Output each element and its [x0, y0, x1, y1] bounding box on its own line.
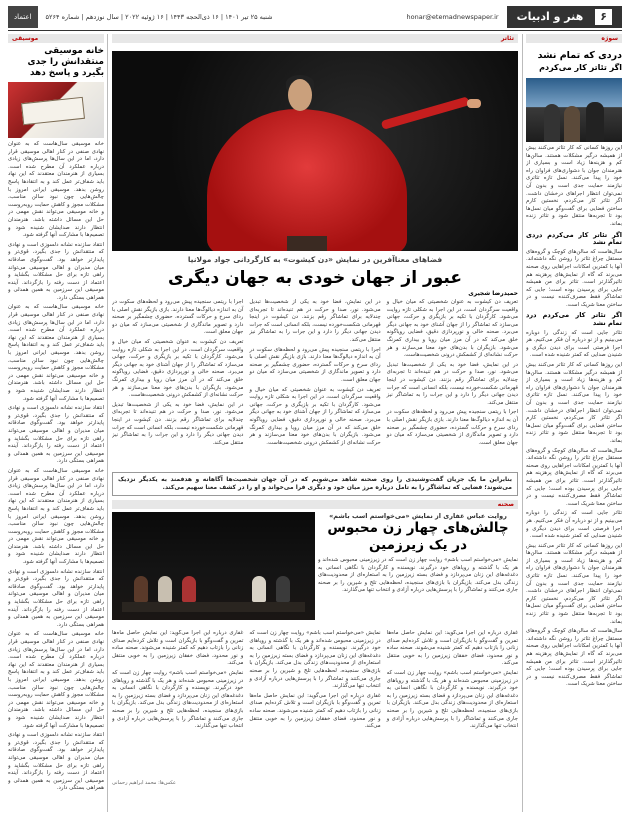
column-divider: [107, 34, 108, 812]
column-body: خانه موسیقی سال‌هاست که به عنوان نهادی صنفی در کنار اهالی موسیقی قرار دارد، اما در این سال‌ها پرسش‌های زیادی درباره عملکرد آن مطرح شده است. بسیاری از هنرمندان معتقدند که این نهاد باید شفاف‌تر عمل کند و به انتقادها پاسخ روشن بدهد. موسیقی ایرانی امروز با چالش‌هایی چون نبود سالن مناسب، مشکلات مجوز و کاهش حمایت روبه‌روست و خانه موسیقی می‌تواند نقش مهمی در حل این مسائل داشته باشد. هنرمندان انتظار دارند صدایشان شنیده شود و تصمیم‌ها با مشارکت آنها گرفته شود. انتقاد سازنده نشانه دلسوزی است و نهادی که منتقدانش را جدی بگیرد، قوی‌تر و پایدارتر خواهد بود. گفت‌وگوی صادقانه میان مدیران و اهالی موسیقی می‌تواند راهی تازه برای حل مشکلات بگشاید و اعتماد از دست رفته را بازگرداند. آینده موسیقی این سرزمین به همین همدلی و همراهی بستگی دارد. خانه موسیقی سال‌هاست که به عنوان نهادی صنفی در کنار اهالی موسیقی قرار دارد، اما در این سال‌ها پرسش‌های زیادی درباره عملکرد آن مطرح شده است. بسیاری از هنرمندان معتقدند که این نهاد باید شفاف‌تر عمل کند و به انتقادها پاسخ روشن بدهد. موسیقی ایرانی امروز با چالش‌هایی چون نبود سالن مناسب، مشکلات مجوز و کاهش حمایت روبه‌روست و خانه موسیقی می‌تواند نقش مهمی در حل این مسائل داشته باشد. هنرمندان انتظار دارند صدایشان شنیده شود و تصمیم‌ها با مشارکت آنها گرفته شود. انتقاد سازنده نشانه دلسوزی است و نهادی که منتقدانش را جدی بگیرد، قوی‌تر و پایدارتر خواهد بود. گفت‌وگوی صادقانه میان مدیران و اهالی موسیقی می‌تواند راهی تازه برای حل مشکلات بگشاید و اعتماد از دست رفته را بازگرداند. آینده موسیقی این سرزمین به همین همدلی و همراهی بستگی دارد. خانه موسیقی سال‌هاست که به عنوان نهادی صنفی در کنار اهالی موسیقی قرار دارد، اما در این سال‌ها پرسش‌های زیادی درباره عملکرد آن مطرح شده است. بسیاری از هنرمندان معتقدند که این نهاد باید شفاف‌تر عمل کند و به انتقادها پاسخ روشن بدهد. موسیقی ایرانی امروز با چالش‌هایی چون نبود سالن مناسب، مشکلات مجوز و کاهش حمایت روبه‌روست و خانه موسیقی می‌تواند نقش مهمی در حل این مسائل داشته باشد. هنرمندان انتظار دارند صدایشان شنیده شود و تصمیم‌ها با مشارکت آنها گرفته شود. انتقاد سازنده نشانه دلسوزی است و نهادی که منتقدانش را جدی بگیرد، قوی‌تر و پایدارتر خواهد بود. گفت‌وگوی صادقانه میان مدیران و اهالی موسیقی می‌تواند راهی تازه برای حل مشکلات بگشاید و اعتماد از دست رفته را بازگرداند. آینده موسیقی این سرزمین به همین همدلی و همراهی بستگی دارد. خانه موسیقی سال‌هاست که به عنوان نهادی صنفی در کنار اهالی موسیقی قرار دارد، اما در این سال‌ها پرسش‌های زیادی درباره عملکرد آن مطرح شده است. بسیاری از هنرمندان معتقدند که این نهاد باید شفاف‌تر عمل کند و به انتقادها پاسخ روشن بدهد. موسیقی ایرانی امروز با چالش‌هایی چون نبود سالن مناسب، مشکلات مجوز و کاهش حمایت روبه‌روست و خانه موسیقی می‌تواند نقش مهمی در حل این مسائل داشته باشد. هنرمندان انتظار دارند صدایشان شنیده شود و تصمیم‌ها با مشارکت آنها گرفته شود. انتقاد سازنده نشانه دلسوزی است و نهادی که منتقدانش را جدی بگیرد، قوی‌تر و پایدارتر خواهد بود. گفت‌وگوی صادقانه میان مدیران و اهالی موسیقی می‌تواند راهی تازه برای حل مشکلات بگشاید و اعتماد از دست رفته را بازگرداند. آینده موسیقی این سرزمین به همین همدلی و همراهی بستگی دارد.: [8, 141, 104, 792]
main-photo: [112, 51, 518, 251]
article2-body-col-1: غفاری درباره این اجرا می‌گوید: این نمایش حاصل ماه‌ها تمرین و گفت‌وگو با بازیگران است و تلاش کرده‌ایم صدای زنانی را بازتاب دهیم که کمتر شنیده می‌شوند. صحنه ساده و نور محدود، فضای خفقان زیرزمین را به خوبی منتقل می‌کند. نمایش «می‌خواستم اسب باشم» روایت چهار زن است که در زیرزمینی محبوس شده‌اند و هر یک با گذشته و رویاهای خود درگیرند. نویسنده و کارگردان با نگاهی انسانی به دغدغه‌های این زنان می‌پردازد و فضای بسته زیرزمین را به استعاره‌ای از محدودیت‌های زندگی بدل می‌کند. بازیگران با بازی‌های سنجیده، لحظه‌هایی تلخ و شیرین را بر صحنه جاری می‌کنند و تماشاگر را با پرسش‌هایی درباره آزادی و انتخاب تنها می‌گذارند.: [386, 630, 518, 730]
stage-photo: [112, 512, 315, 620]
column-photo: [8, 82, 104, 138]
header-rule: [8, 30, 622, 31]
column-photo: [526, 78, 622, 142]
article2-kicker: روایت عباس غفاری از نمایش «می‌خواستم اسب باشم»: [329, 512, 507, 520]
article-body-col-3: اجرا با ریتمی سنجیده پیش می‌رود و لحظه‌های سکوت در آن به اندازه دیالوگ‌ها معنا دارند. بازی بازیگر نقش اصلی با ردای سرخ و حرکات گسترده، حضوری چشمگیر بر صحنه دارد و تصویر ماندگاری از شخصیتی می‌سازد که میان دو جهان معلق است. تعریف دن کیشوت به عنوان شخصیتی که میان خیال و واقعیت سرگردان است، در این اجرا به شکلی تازه روایت می‌شود. کارگردان با تکیه بر بازیگری و حرکت، جهانی می‌سازد که تماشاگر را از جهان آشنای خود به جهانی دیگر می‌برد. صحنه خالی و نورپردازی دقیق، فضایی رویاگونه خلق می‌کند که در آن مرز میان رویا و بیداری کمرنگ می‌شود. بازیگران با بدن‌های خود معنا می‌سازند و هر حرکت نشانه‌ای از کشمکش درونی شخصیت‌هاست. در این نمایش، فضا خود به یکی از شخصیت‌ها تبدیل می‌شود. نور، صدا و حرکت در هم تنیده‌اند تا تجربه‌ای چندلایه برای تماشاگر رقم بزنند. دن کیشوت در اینجا قهرمانی شکست‌خورده نیست، بلکه انسانی است که جرات دیدن جهانی دیگر را دارد و این جرات را به تماشاگر نیز منتقل می‌کند.: [112, 299, 244, 446]
paper-logo: اعتماد: [8, 6, 38, 28]
article-headline: عبور از جهان خودی به جهان دیگری: [168, 268, 462, 288]
page-header: [8, 6, 622, 28]
article2-headline: چالش‌های چهار زن محبوس در یک زیرزمین: [327, 520, 509, 553]
column-label: سوژه: [526, 34, 622, 43]
column-headline: دردی که تمام نشد اگر تئاتر کار می‌کردم: [537, 50, 622, 72]
center-label: تئاتر: [112, 34, 518, 43]
section-title: هنر و ادبیات: [516, 10, 584, 23]
section-email[interactable]: honar@etemadnewspaper.ir: [406, 13, 499, 21]
photo-credit: عکس‌ها: محمد ابراهیم رحمانی: [112, 780, 177, 786]
section-tab: [507, 6, 622, 28]
center-column: [112, 34, 518, 812]
left-column: [8, 34, 104, 812]
column-body: این روزها کسانی که کار تئاتر می‌کنند بیش از همیشه درگیر مشکلات هستند. سالن‌ها کم و هزینه‌ها زیاد است و بسیاری از هنرمندان جوان با دشواری‌های فراوان راه خود را پیدا می‌کنند. نسل تازه تئاتری نیازمند حمایت جدی است و بدون آن نمی‌توان انتظار اجراهای درخشان داشت. اگر تئاتر کار می‌کردم، نخستین کارم ساختن فضایی برای گفت‌وگو میان نسل‌ها بود تا تجربه‌ها منتقل شود و تئاتر زنده بماند. اگر تئاتر کار می‌کردم دردی تمام نشد سال‌هاست که سالن‌های کوچک و گروه‌های مستقل چراغ تئاتر را روشن نگه داشته‌اند. آنها با کمترین امکانات اجراهایی روی صحنه می‌برند که گاه از نمایش‌های پرهزینه هم تاثیرگذارتر است. تئاتر برای من همیشه جایی برای پرسیدن بوده است؛ جایی که تماشاگر فقط مصرف‌کننده نیست و در ساختن معنا شریک است. اگر تئاتر کار می‌کردم درد تمام نشد تئاتر جایی است که زندگی را دوباره می‌بینیم و از نو درباره آن فکر می‌کنیم. هر اجرا فرصتی است برای دیدن دیگری و شنیدن صدایی که کمتر شنیده شده است. این روزها کسانی که کار تئاتر می‌کنند بیش از همیشه درگیر مشکلات هستند. سالن‌ها کم و هزینه‌ها زیاد است و بسیاری از هنرمندان جوان با دشواری‌های فراوان راه خود را پیدا می‌کنند. نسل تازه تئاتری نیازمند حمایت جدی است و بدون آن نمی‌توان انتظار اجراهای درخشان داشت. اگر تئاتر کار می‌کردم، نخستین کارم ساختن فضایی برای گفت‌وگو میان نسل‌ها بود تا تجربه‌ها منتقل شود و تئاتر زنده بماند. سال‌هاست که سالن‌های کوچک و گروه‌های مستقل چراغ تئاتر را روشن نگه داشته‌اند. آنها با کمترین امکانات اجراهایی روی صحنه می‌برند که گاه از نمایش‌های پرهزینه هم تاثیرگذارتر است. تئاتر برای من همیشه جایی برای پرسیدن بوده است؛ جایی که تماشاگر فقط مصرف‌کننده نیست و در ساختن معنا شریک است. تئاتر جایی است که زندگی را دوباره می‌بینیم و از نو درباره آن فکر می‌کنیم. هر اجرا فرصتی است برای دیدن دیگری و شنیدن صدایی که کمتر شنیده شده است. این روزها کسانی که کار تئاتر می‌کنند بیش از همیشه درگیر مشکلات هستند. سالن‌ها کم و هزینه‌ها زیاد است و بسیاری از هنرمندان جوان با دشواری‌های فراوان راه خود را پیدا می‌کنند. نسل تازه تئاتری نیازمند حمایت جدی است و بدون آن نمی‌توان انتظار اجراهای درخشان داشت. اگر تئاتر کار می‌کردم، نخستین کارم ساختن فضایی برای گفت‌وگو میان نسل‌ها بود تا تجربه‌ها منتقل شود و تئاتر زنده بماند. سال‌هاست که سالن‌های کوچک و گروه‌های مستقل چراغ تئاتر را روشن نگه داشته‌اند. آنها با کمترین امکانات اجراهایی روی صحنه می‌برند که گاه از نمایش‌های پرهزینه هم تاثیرگذارتر است. تئاتر برای من همیشه جایی برای پرسیدن بوده است؛ جایی که تماشاگر فقط مصرف‌کننده نیست و در ساختن معنا شریک است.: [526, 145, 622, 688]
article2-lead: نمایش «می‌خواستم اسب باشم» روایت چهار زن است که در زیرزمینی محبوس شده‌اند و هر یک با گذشته و رویاهای خود درگیرند. نویسنده و کارگردان با نگاهی انسانی به دغدغه‌های این زنان می‌پردازد و فضای بسته زیرزمین را به استعاره‌ای از محدودیت‌های زندگی بدل می‌کند. بازیگران با بازی‌های سنجیده، لحظه‌هایی تلخ و شیرین را بر صحنه جاری می‌کنند و تماشاگر را با پرسش‌هایی درباره آزادی و انتخاب تنها می‌گذارند.: [318, 557, 518, 594]
article2-body-col-3: غفاری درباره این اجرا می‌گوید: این نمایش حاصل ماه‌ها تمرین و گفت‌وگو با بازیگران است و تلاش کرده‌ایم صدای زنانی را بازتاب دهیم که کمتر شنیده می‌شوند. صحنه ساده و نور محدود، فضای خفقان زیرزمین را به خوبی منتقل می‌کند. نمایش «می‌خواستم اسب باشم» روایت چهار زن است که در زیرزمینی محبوس شده‌اند و هر یک با گذشته و رویاهای خود درگیرند. نویسنده و کارگردان با نگاهی انسانی به دغدغه‌های این زنان می‌پردازد و فضای بسته زیرزمین را به استعاره‌ای از محدودیت‌های زندگی بدل می‌کند. بازیگران با بازی‌های سنجیده، لحظه‌هایی تلخ و شیرین را بر صحنه جاری می‌کنند و تماشاگر را با پرسش‌هایی درباره آزادی و انتخاب تنها می‌گذارند.: [112, 630, 244, 730]
column-headline: خانه موسیقی منتقدانش را جدی بگیرد و پاسخ دهد: [27, 46, 104, 78]
column-label: موسیقی: [8, 34, 104, 43]
article-kicker: فضاهای معناآفرین در نمایش «دن کیشوت» به کارگردانی جواد مولانیا: [187, 255, 443, 264]
section-bar: صحنه: [112, 500, 518, 509]
article-body-col-2: در این نمایش، فضا خود به یکی از شخصیت‌ها تبدیل می‌شود. نور، صدا و حرکت در هم تنیده‌اند تا تجربه‌ای چندلایه برای تماشاگر رقم بزنند. دن کیشوت در اینجا قهرمانی شکست‌خورده نیست، بلکه انسانی است که جرات دیدن جهانی دیگر را دارد و این جرات را به تماشاگر نیز منتقل می‌کند. اجرا با ریتمی سنجیده پیش می‌رود و لحظه‌های سکوت در آن به اندازه دیالوگ‌ها معنا دارند. بازی بازیگر نقش اصلی با ردای سرخ و حرکات گسترده، حضوری چشمگیر بر صحنه دارد و تصویر ماندگاری از شخصیتی می‌سازد که میان دو جهان معلق است. تعریف دن کیشوت به عنوان شخصیتی که میان خیال و واقعیت سرگردان است، در این اجرا به شکلی تازه روایت می‌شود. کارگردان با تکیه بر بازیگری و حرکت، جهانی می‌سازد که تماشاگر را از جهان آشنای خود به جهانی دیگر می‌برد. صحنه خالی و نورپردازی دقیق، فضایی رویاگونه خلق می‌کند که در آن مرز میان رویا و بیداری کمرنگ می‌شود. بازیگران با بدن‌های خود معنا می‌سازند و هر حرکت نشانه‌ای از کشمکش درونی شخصیت‌هاست.: [249, 299, 381, 446]
article-body-col-1: تعریف دن کیشوت به عنوان شخصیتی که میان خیال و واقعیت سرگردان است، در این اجرا به شکلی تازه روایت می‌شود. کارگردان با تکیه بر بازیگری و حرکت، جهانی می‌سازد که تماشاگر را از جهان آشنای خود به جهانی دیگر می‌برد. صحنه خالی و نورپردازی دقیق، فضایی رویاگونه خلق می‌کند که در آن مرز میان رویا و بیداری کمرنگ می‌شود. بازیگران با بدن‌های خود معنا می‌سازند و هر حرکت نشانه‌ای از کشمکش درونی شخصیت‌هاست. در این نمایش، فضا خود به یکی از شخصیت‌ها تبدیل می‌شود. نور، صدا و حرکت در هم تنیده‌اند تا تجربه‌ای چندلایه برای تماشاگر رقم بزنند. دن کیشوت در اینجا قهرمانی شکست‌خورده نیست، بلکه انسانی است که جرات دیدن جهانی دیگر را دارد و این جرات را به تماشاگر نیز منتقل می‌کند. اجرا با ریتمی سنجیده پیش می‌رود و لحظه‌های سکوت در آن به اندازه دیالوگ‌ها معنا دارند. بازی بازیگر نقش اصلی با ردای سرخ و حرکات گسترده، حضوری چشمگیر بر صحنه دارد و تصویر ماندگاری از شخصیتی می‌سازد که میان دو جهان معلق است.: [386, 299, 518, 446]
pull-quote: بنابراین ما یک جریان گفت‌وشنیدی را روی صحنه شاهد می‌شویم که در آن جهان شخصیت‌ها آگاهانه و هدفمند به یکدیگر نزدیک می‌شوند؛ فضایی که تماشاگر را به تامل درباره مرز میان خود و دیگری فرا می‌خواند و او را در کشف معنا سهیم می‌کند.: [112, 472, 518, 496]
column-divider: [522, 34, 523, 812]
dateline: شنبه ۲۵ تیر ۱۴۰۱ | ۱۶ ذی‌الحجه ۱۴۴۳ | ۱۶ ژوئیه ۲۰۲۲ | سال نوزدهم | شماره ۵۲۶۴: [45, 13, 273, 21]
article-byline: حمیدرضا شجیری: [468, 290, 518, 297]
right-column: [526, 34, 622, 812]
page-number: ۶: [595, 9, 612, 25]
article2-body-col-2: نمایش «می‌خواستم اسب باشم» روایت چهار زن است که در زیرزمینی محبوس شده‌اند و هر یک با گذشته و رویاهای خود درگیرند. نویسنده و کارگردان با نگاهی انسانی به دغدغه‌های این زنان می‌پردازد و فضای بسته زیرزمین را به استعاره‌ای از محدودیت‌های زندگی بدل می‌کند. بازیگران با بازی‌های سنجیده، لحظه‌هایی تلخ و شیرین را بر صحنه جاری می‌کنند و تماشاگر را با پرسش‌هایی درباره آزادی و انتخاب تنها می‌گذارند. غفاری درباره این اجرا می‌گوید: این نمایش حاصل ماه‌ها تمرین و گفت‌وگو با بازیگران است و تلاش کرده‌ایم صدای زنانی را بازتاب دهیم که کمتر شنیده می‌شوند. صحنه ساده و نور محدود، فضای خفقان زیرزمین را به خوبی منتقل می‌کند.: [249, 630, 381, 730]
meta-line: [38, 13, 507, 21]
